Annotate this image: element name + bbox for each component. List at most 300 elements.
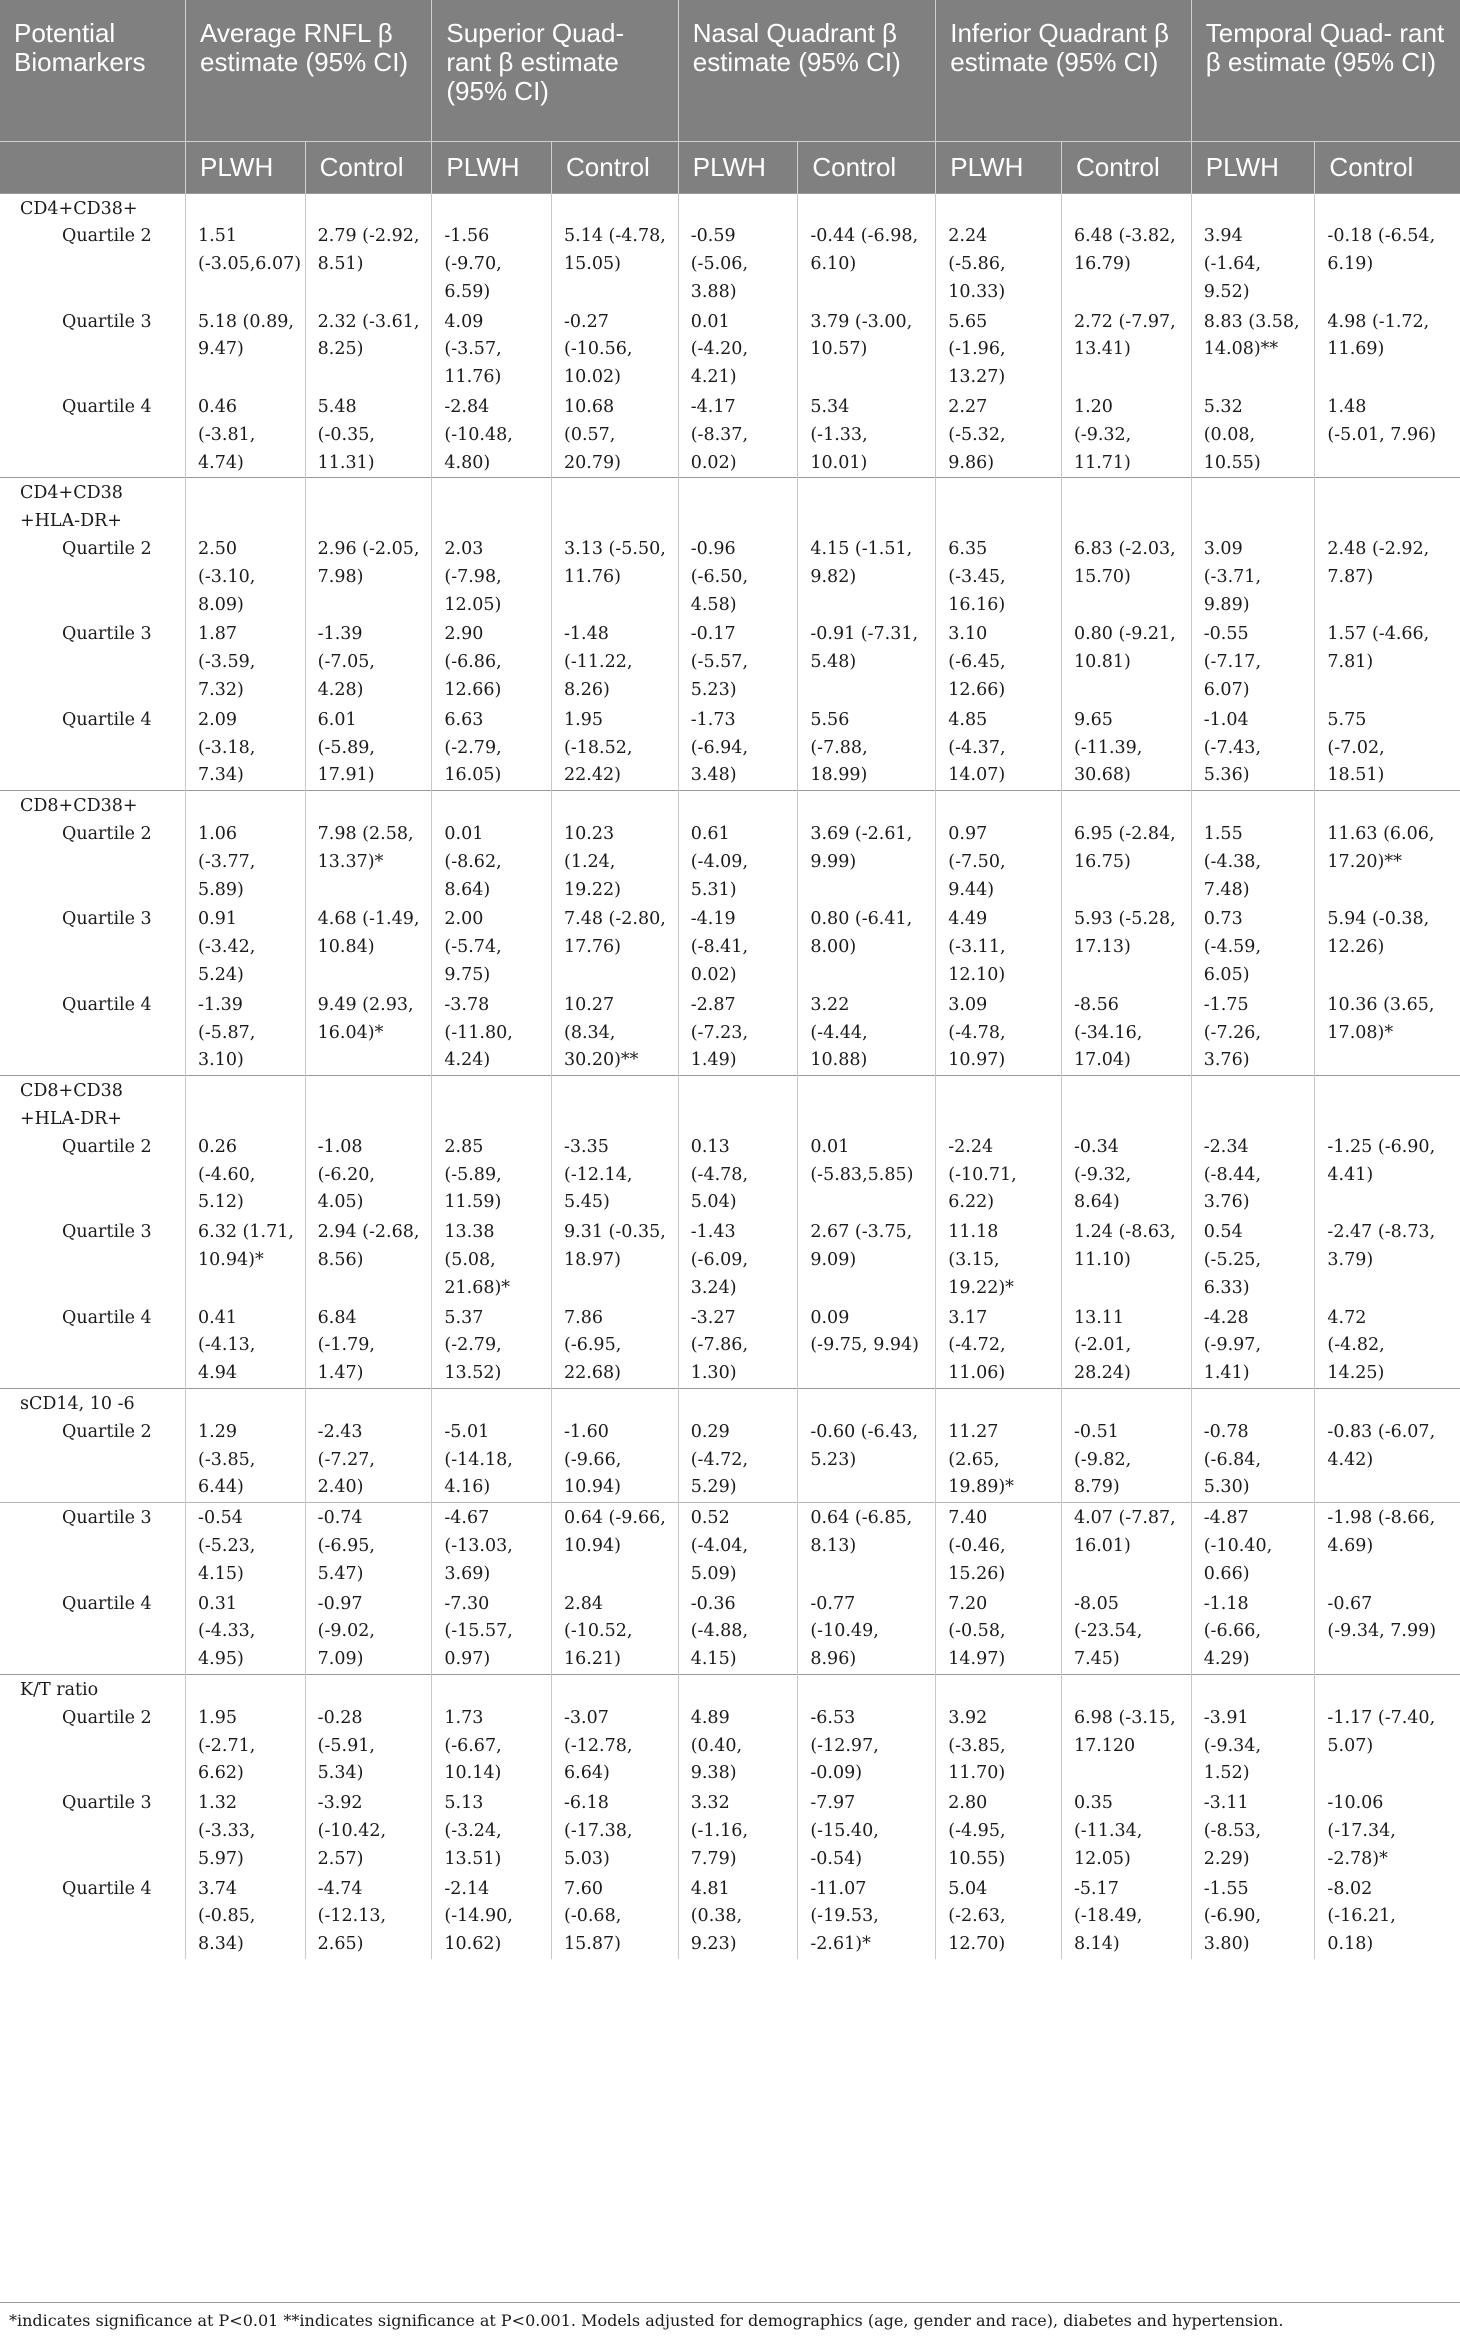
estimate-line: 10.33) [948, 281, 1006, 302]
estimate-line: 10.68 [564, 397, 615, 418]
estimate-line: -3.91 [1203, 1707, 1249, 1728]
estimate-cell [678, 478, 798, 619]
estimate-cell [1315, 1589, 1460, 1675]
estimate-line: 5.37 [444, 1307, 484, 1328]
estimate-cell [552, 193, 679, 307]
estimate-line: -5.17 [1073, 1878, 1119, 1899]
estimate-line: 5.03) [564, 1848, 610, 1869]
estimate-line: (-7.27, [317, 1449, 375, 1470]
estimate-cell [936, 990, 1062, 1076]
estimate-line: (-10.48, [444, 424, 513, 445]
estimate-line: -1.55 [1203, 1878, 1249, 1899]
estimate-line: (-5.87, [198, 1022, 256, 1043]
estimate-line: 10.27 (8.34, [564, 994, 616, 1043]
subheader-plwh: PLWH [432, 141, 552, 193]
estimate-line: (-14.90, [444, 1906, 513, 1927]
estimate-line: (-1.96, [948, 339, 1006, 360]
estimate-line: -1.60 [564, 1421, 609, 1442]
estimate-line: 8.09) [198, 594, 244, 615]
estimate-line: 9.31 (-0.35, [564, 1222, 666, 1243]
estimate-cell [798, 478, 936, 619]
cell-spacer [1074, 793, 1183, 821]
subheader-plwh: PLWH [936, 141, 1062, 193]
estimate-line: -0.83 (-6.07, [1327, 1421, 1436, 1442]
estimate-line: 11.10) [1073, 1249, 1131, 1270]
estimate-cell [1315, 1303, 1460, 1389]
estimate-line: 5.93 (-5.28, [1073, 909, 1176, 930]
table-row [0, 1076, 1460, 1217]
estimate-line: -0.36 [690, 1593, 736, 1614]
estimate-cell [1191, 1589, 1315, 1675]
estimate-line: 0.09 [810, 1307, 850, 1328]
table-row [0, 1503, 1460, 1589]
table-row [0, 392, 1460, 478]
estimate-line: -4.74 [317, 1878, 363, 1899]
estimate-line: 2.50 (-3.10, [198, 539, 256, 587]
estimate-line: (-12.13, [317, 1906, 387, 1927]
estimate-line: 12.10) [948, 965, 1006, 986]
estimate-cell [1191, 307, 1315, 392]
estimate-cell [432, 1076, 552, 1217]
estimate-cell [936, 392, 1062, 478]
estimate-line: (-34.16, [1073, 1022, 1143, 1043]
estimate-line: 10.97) [948, 1050, 1006, 1071]
estimate-line: 2.24 [948, 226, 988, 247]
table-row [0, 1788, 1460, 1873]
estimate-line: 22.42) [564, 765, 621, 786]
estimate-line: 1.95 [564, 709, 603, 730]
estimate-line: 5.34 [810, 397, 850, 418]
estimate-line: 9.89) [1203, 594, 1250, 615]
estimate-line: 5.12) [198, 1192, 244, 1213]
estimate-cell [432, 1874, 552, 1959]
estimate-line: 3.10) [198, 1050, 244, 1071]
estimate-cell [798, 1076, 936, 1217]
estimate-cell [936, 1503, 1062, 1589]
header-nasal-quadrant: Nasal Quadrant β estimate (95% CI) [678, 0, 936, 141]
table-row [0, 1674, 1460, 1788]
estimate-cell [936, 1788, 1062, 1873]
estimate-line: 0.29 [690, 1421, 730, 1442]
row-label [0, 990, 186, 1076]
estimate-line: -2.34 [1203, 1136, 1249, 1157]
quartile-label: Quartile 4 [62, 1878, 152, 1899]
estimate-cell [1191, 1788, 1315, 1873]
estimate-line: -0.44 (-6.98, [810, 226, 919, 247]
estimate-line: -1.48 [564, 624, 609, 645]
estimate-line: 6.10) [810, 254, 857, 275]
estimate-cell [1191, 1217, 1315, 1302]
estimate-line: 1.49) [690, 1050, 737, 1071]
estimate-cell [186, 791, 306, 905]
cell-spacer [691, 1677, 790, 1705]
estimate-line: 6.64) [564, 1763, 610, 1784]
table-body [0, 193, 1460, 1959]
estimate-line: 11.18 [948, 1222, 999, 1243]
estimate-line: 7.34) [198, 765, 244, 786]
estimate-cell [305, 1076, 432, 1217]
estimate-line: 9.49 (2.93, [317, 994, 414, 1015]
section-title: +HLA-DR+ [20, 1109, 122, 1129]
estimate-cell [552, 619, 679, 704]
row-label [0, 705, 186, 791]
section-title: CD4+CD38+ [20, 198, 138, 219]
estimate-cell [678, 307, 798, 392]
estimate-cell [1315, 705, 1460, 791]
subheader-plwh: PLWH [1191, 141, 1315, 193]
quartile-label: Quartile 3 [62, 311, 152, 332]
estimate-line: 2.96 (-2.05, [317, 539, 420, 560]
estimate-line: 30.68) [1073, 765, 1131, 786]
estimate-line: 1.29 (-3.85, [198, 1421, 256, 1470]
estimate-line: 3.69) [444, 1563, 491, 1584]
estimate-cell [186, 705, 306, 791]
estimate-line: 4.68 (-1.49, [317, 909, 420, 930]
estimate-cell [432, 990, 552, 1076]
estimate-cell [552, 705, 679, 791]
estimate-line: 12.70) [948, 1934, 1006, 1955]
estimate-line: -4.17 [690, 397, 736, 418]
estimate-line: 11.59) [444, 1192, 502, 1213]
estimate-cell [1315, 904, 1460, 989]
estimate-line: -0.28 [317, 1707, 363, 1728]
estimate-line: -1.75 [1203, 994, 1249, 1015]
row-label [0, 193, 186, 307]
estimate-line: 3.94 [1203, 226, 1243, 247]
estimate-line: 5.89) [198, 879, 244, 900]
estimate-line: 12.26) [1327, 937, 1385, 958]
header-biomarker: Potential Biomarkers [14, 18, 146, 77]
estimate-cell [552, 392, 679, 478]
estimate-line: 5.75 [1327, 709, 1367, 730]
estimate-line: (-9.82, [1073, 1449, 1132, 1470]
estimate-line: 8.96) [810, 1649, 857, 1670]
estimate-cell [305, 1589, 432, 1675]
estimate-line: 7.98) [317, 566, 364, 587]
row-label [0, 1788, 186, 1873]
estimate-cell [186, 904, 306, 989]
row-label [0, 1503, 186, 1589]
estimate-cell [936, 904, 1062, 989]
estimate-line: 2.29) [1203, 1848, 1250, 1869]
cell-spacer [810, 1078, 927, 1134]
estimate-line: 21.68)* [444, 1277, 511, 1298]
estimate-line: (-6.84, [1203, 1449, 1262, 1470]
estimate-cell [305, 307, 432, 392]
estimate-line: (-9.70, [444, 254, 502, 275]
estimate-cell [798, 392, 936, 478]
table-row [0, 619, 1460, 704]
row-label [0, 1674, 186, 1788]
section-title: CD4+CD38 [20, 483, 123, 504]
estimate-line: 7.60 [564, 1878, 603, 1899]
estimate-cell [1191, 904, 1315, 989]
estimate-line: (-1.79, [317, 1335, 375, 1356]
cell-spacer [691, 196, 790, 224]
estimate-line: (-4.04, [690, 1535, 749, 1556]
estimate-line: 8.51) [317, 254, 364, 275]
estimate-line: -3.07 [564, 1707, 609, 1728]
estimate-line: 10.23 (1.24, [564, 824, 616, 872]
estimate-line: 5.45) [564, 1192, 610, 1213]
estimate-line: (-5.01, 7.96) [1327, 424, 1437, 445]
estimate-cell [552, 1589, 679, 1675]
estimate-cell [678, 1076, 798, 1217]
estimate-line: 8.34) [198, 1934, 244, 1955]
estimate-line: 0.91 (-3.42, [198, 909, 256, 958]
estimate-line: (-11.34, [1073, 1820, 1143, 1841]
estimate-line: 9.99) [810, 851, 857, 872]
estimate-line: 2.65) [317, 1934, 364, 1955]
estimate-line: 12.66) [444, 680, 502, 701]
estimate-line: (-1.64, [1203, 254, 1262, 275]
estimate-cell [432, 478, 552, 619]
estimate-line: 16.01) [1073, 1535, 1131, 1556]
estimate-line: (-7.86, [690, 1335, 749, 1356]
estimate-line: 4.80) [444, 452, 491, 473]
estimate-line: (-3.71, [1203, 566, 1262, 587]
estimate-line: (-0.35, [317, 424, 375, 445]
estimate-cell [1191, 392, 1315, 478]
estimate-line: 0.66) [1203, 1563, 1250, 1584]
estimate-line: (-4.82, [1327, 1335, 1385, 1356]
section-title: sCD14, 10 -6 [20, 1393, 135, 1414]
quartile-label: Quartile 2 [62, 824, 152, 845]
estimate-line: 14.08)** [1203, 339, 1279, 360]
estimate-line: (-2.01, [1073, 1335, 1132, 1356]
estimate-line: 13.37)* [317, 851, 384, 872]
estimate-line: -11.07 [810, 1878, 867, 1899]
estimate-line: 8.64) [444, 879, 491, 900]
estimate-line: 2.57) [317, 1848, 364, 1869]
estimate-line: 4.09 [444, 311, 484, 332]
estimate-cell [1061, 1589, 1191, 1675]
estimate-cell [1061, 619, 1191, 704]
estimate-line: 6.07) [1203, 680, 1250, 701]
estimate-line: 7.09) [317, 1649, 364, 1670]
estimate-line: 7.20 [948, 1593, 988, 1614]
estimate-line: 17.120 [1073, 1735, 1136, 1756]
cell-spacer [198, 196, 297, 224]
estimate-line: 10.94) [564, 1477, 621, 1498]
cell-spacer [564, 1677, 670, 1705]
estimate-line: 7.48) [1203, 879, 1250, 900]
cell-spacer [318, 1078, 424, 1134]
estimate-cell [678, 1788, 798, 1873]
cell-spacer [318, 793, 424, 821]
estimate-cell [186, 1788, 306, 1873]
estimate-line: (-4.59, [1203, 937, 1262, 958]
estimate-cell [936, 1874, 1062, 1959]
estimate-line: -0.96 [690, 539, 736, 560]
estimate-line: 13.38 [444, 1222, 495, 1243]
estimate-cell [678, 1589, 798, 1675]
quartile-label: Quartile 3 [62, 1508, 152, 1529]
estimate-line: (-17.38, [564, 1820, 633, 1841]
estimate-line: 10.55) [1203, 452, 1261, 473]
estimate-line: -8.05 [1073, 1593, 1119, 1614]
estimate-line: 7.79) [690, 1848, 737, 1869]
estimate-line: (-4.95, [948, 1820, 1006, 1841]
estimate-line: 17.76) [564, 937, 621, 958]
estimate-cell [1061, 904, 1191, 989]
cell-spacer [948, 793, 1053, 821]
estimate-line: (-5.06, [690, 254, 749, 275]
table-row [0, 990, 1460, 1076]
estimate-line: -1.18 [1203, 1593, 1249, 1614]
quartile-label: Quartile 4 [62, 397, 152, 418]
estimate-cell [678, 904, 798, 989]
estimate-cell [798, 1388, 936, 1502]
estimate-line: 4.74) [198, 452, 244, 473]
estimate-line: 9.47) [198, 339, 244, 360]
estimate-cell [798, 307, 936, 392]
cell-spacer [1327, 793, 1452, 821]
section-title: K/T ratio [20, 1679, 99, 1700]
estimate-cell [1061, 1388, 1191, 1502]
estimate-line: -0.27 [564, 311, 609, 332]
estimate-cell [1061, 478, 1191, 619]
estimate-cell [305, 1503, 432, 1589]
estimate-line: -0.17 [690, 624, 736, 645]
cell-spacer [444, 1391, 543, 1419]
cell-spacer [564, 196, 670, 224]
estimate-cell [1191, 990, 1315, 1076]
estimate-line: 28.24) [1073, 1363, 1131, 1384]
table-row [0, 193, 1460, 307]
estimate-line: 3.79 (-3.00, [810, 311, 913, 332]
estimate-line: 3.24) [690, 1277, 737, 1298]
table-row [0, 791, 1460, 905]
estimate-line: 0.13 [690, 1136, 730, 1157]
estimate-line: 3.17 [948, 1307, 988, 1328]
estimate-line: 18.51) [1327, 765, 1385, 786]
estimate-line: (-5.83,5.85) [810, 1164, 914, 1185]
cell-spacer [564, 1078, 670, 1134]
estimate-cell [1061, 1217, 1191, 1302]
estimate-line: (-15.57, [444, 1621, 513, 1642]
cell-spacer [691, 1078, 790, 1134]
estimate-line: 5.09) [690, 1563, 737, 1584]
estimate-line: (-12.97, [810, 1735, 879, 1756]
estimate-line: 9.65 [1073, 709, 1113, 730]
quartile-label: Quartile 3 [62, 909, 152, 930]
estimate-line: -0.74 [317, 1508, 363, 1529]
estimate-line: (-7.17, [1203, 652, 1262, 673]
estimate-cell [1315, 1788, 1460, 1873]
cell-spacer [1074, 1677, 1183, 1705]
estimate-cell [305, 1388, 432, 1502]
estimate-line: 5.94 (-0.38, [1327, 909, 1430, 930]
estimate-line: 1.20 [1073, 397, 1113, 418]
estimate-line: 5.24) [198, 965, 244, 986]
estimate-cell [798, 1589, 936, 1675]
subheader-blank [0, 141, 186, 193]
estimate-line: 9.09) [810, 1249, 857, 1270]
estimate-line: 12.05) [1073, 1848, 1131, 1869]
estimate-line: -1.17 (-7.40, [1327, 1707, 1436, 1728]
estimate-line: (-6.66, [1203, 1621, 1262, 1642]
estimate-line: -1.04 [1203, 709, 1249, 730]
estimate-line: 6.48 (-3.82, [1073, 226, 1176, 247]
estimate-line: 0.52 [690, 1508, 730, 1529]
estimate-line: (-10.71, [948, 1164, 1017, 1185]
estimate-line: -1.98 (-8.66, [1327, 1508, 1436, 1529]
estimate-cell [305, 1788, 432, 1873]
estimate-cell [936, 1217, 1062, 1302]
estimate-line: 8.26) [564, 680, 610, 701]
estimate-line: -2.87 [690, 994, 736, 1015]
estimate-line: 8.83 (3.58, [1203, 311, 1300, 332]
estimate-line: (-6.45, [948, 652, 1006, 673]
estimate-line: 4.16) [444, 1477, 491, 1498]
estimate-line: (0.08, [1203, 424, 1256, 445]
estimate-line: (-5.91, [317, 1735, 375, 1756]
estimate-cell [432, 1217, 552, 1302]
estimate-line: (-8.62, [444, 851, 502, 872]
estimate-line: (-7.88, [810, 737, 868, 758]
estimate-cell [936, 1589, 1062, 1675]
cell-spacer [1074, 1391, 1183, 1419]
estimate-cell [432, 904, 552, 989]
table-row [0, 1303, 1460, 1389]
estimate-line: 0.64 (-9.66, [564, 1508, 666, 1529]
estimate-line: 9.86) [948, 452, 995, 473]
subheader-control: Control [1315, 141, 1460, 193]
estimate-line: 5.48 [317, 397, 357, 418]
subheader-control: Control [552, 141, 679, 193]
cell-spacer [810, 1677, 927, 1705]
estimate-line: -0.54 [198, 1508, 243, 1529]
estimate-line: 0.46 [198, 397, 237, 418]
row-label [0, 1589, 186, 1675]
estimate-line: (0.40, [690, 1735, 743, 1756]
estimate-line: (-6.86, [444, 652, 502, 673]
estimate-line: 13.41) [1073, 339, 1131, 360]
estimate-line: 4.85 [948, 709, 988, 730]
estimate-line: 0.73 [1203, 909, 1243, 930]
estimate-line: (-13.03, [444, 1535, 513, 1556]
cell-spacer [444, 793, 543, 821]
estimate-line: 3.88) [690, 281, 737, 302]
estimate-line: 4.21) [690, 367, 737, 388]
estimate-line: 1.52) [1203, 1763, 1250, 1784]
estimate-line: 17.08)* [1327, 1022, 1394, 1043]
estimate-line: 2.03 [444, 539, 484, 560]
estimate-cell [1191, 478, 1315, 619]
estimate-cell [552, 990, 679, 1076]
estimate-line: 5.31) [690, 879, 737, 900]
row-label [0, 478, 186, 619]
estimate-line: 0.80 (-9.21, [1073, 624, 1176, 645]
estimate-line: 8.79) [1073, 1477, 1120, 1498]
estimate-line: 16.16) [948, 594, 1006, 615]
estimate-cell [432, 791, 552, 905]
estimate-line: 3.74 [198, 1878, 237, 1899]
cell-spacer [198, 480, 297, 536]
estimate-line: 1.57 (-4.66, [1327, 624, 1430, 645]
estimate-line: 6.05) [1203, 965, 1250, 986]
estimate-line: (2.65, [948, 1449, 1000, 1470]
estimate-line: 11.71) [1073, 452, 1131, 473]
estimate-line: 2.00 [444, 909, 484, 930]
estimate-line: (-3.57, [444, 339, 502, 360]
estimate-cell [798, 1503, 936, 1589]
estimate-line: -2.47 (-8.73, [1327, 1222, 1436, 1243]
estimate-line: 30.20)** [564, 1050, 639, 1071]
estimate-line: 2.85 [444, 1136, 484, 1157]
estimate-line: -8.56 [1073, 994, 1119, 1015]
